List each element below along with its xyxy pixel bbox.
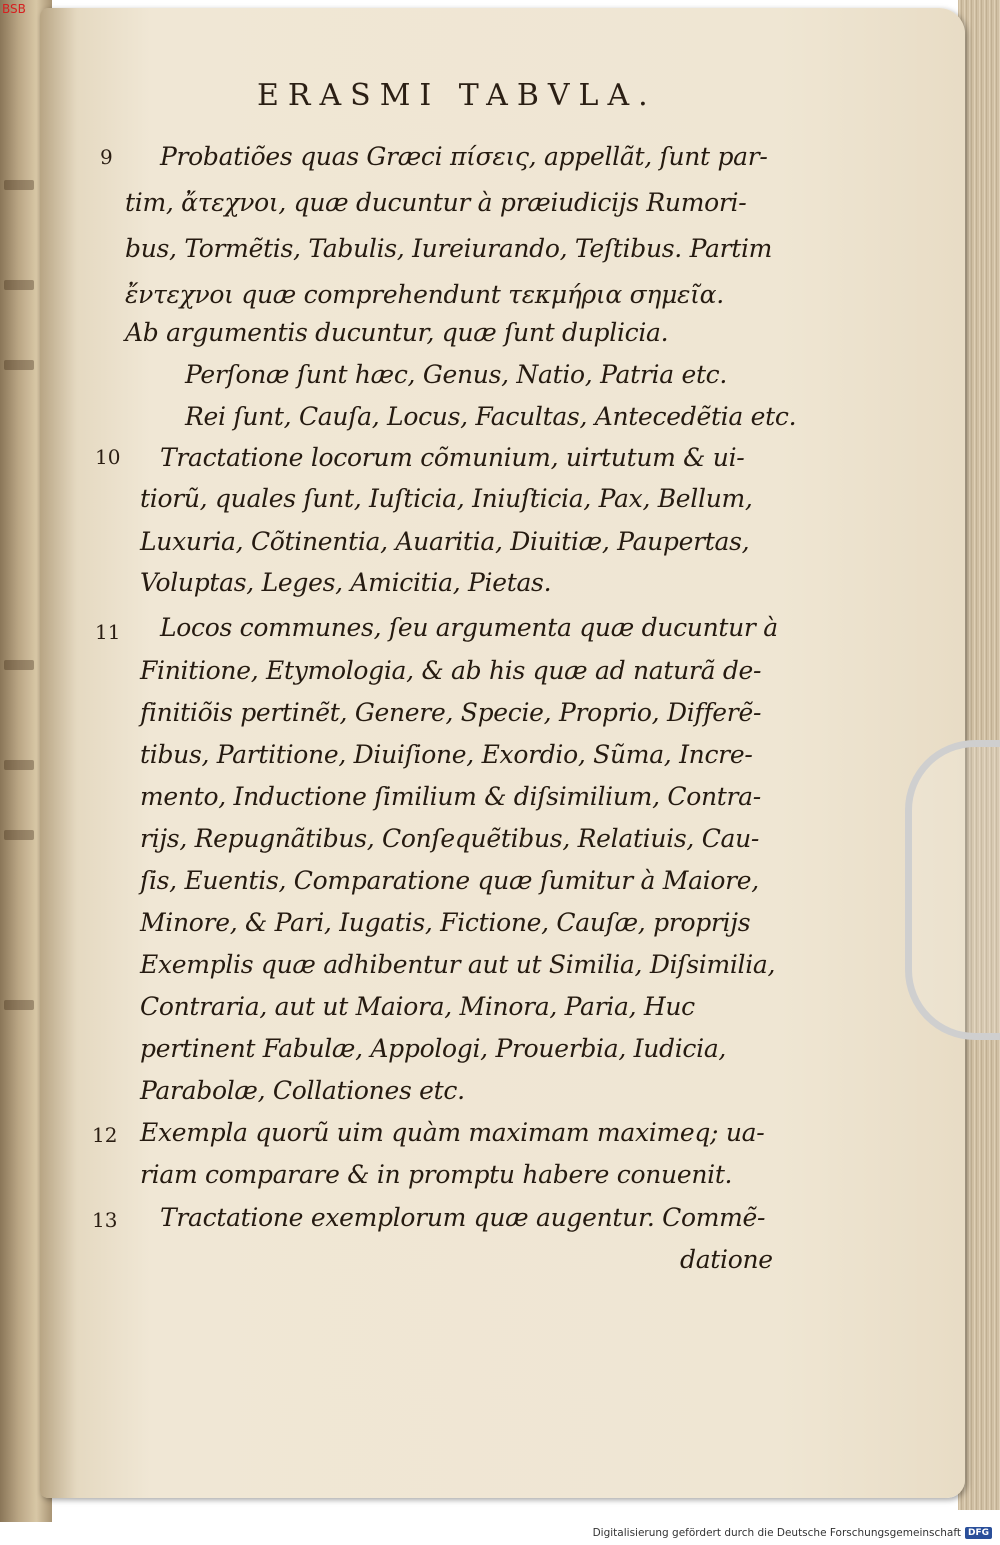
text-line: Rei ſunt, Cauſa, Locus, Facultas, Antecedẽtia etc. (185, 402, 797, 431)
text-line: Exempla quorũ uim quàm maximam maximeq; ua- (140, 1118, 765, 1147)
text-line: tim, ἄτεχνοι, quæ ducuntur à præiudicijs Rumori- (125, 188, 747, 217)
text-line: Exemplis quæ adhibentur aut ut Similia, Diſsimilia, (140, 950, 776, 979)
text-line: finitiõis pertinẽt, Genere, Specie, Proprio, Differẽ- (140, 698, 762, 727)
text-line: Ab argumentis ducuntur, quæ ſunt duplicia. (125, 318, 669, 347)
running-head: ERASMI TABVLA. (257, 78, 657, 113)
margin-number: 11 (95, 620, 121, 644)
text-line: ἔντεχνοι quæ comprehendunt τεκμήρια σημεῖα. (125, 280, 724, 309)
text-line: Finitione, Etymologia, & ab his quæ ad naturã de- (140, 656, 762, 685)
text-line: tiorũ, quales ſunt, Iuſticia, Iniuſticia, Pax, Bellum, (140, 484, 753, 513)
margin-number: 12 (92, 1123, 118, 1147)
text-line: Voluptas, Leges, Amicitia, Pietas. (140, 568, 552, 597)
book-clip (905, 740, 1000, 1040)
text-line: Tractatione exemplorum quæ augentur. Commẽ- (160, 1203, 766, 1232)
text-line: Parabolæ, Collationes etc. (140, 1076, 465, 1105)
text-line: pertinent Fabulæ, Appologi, Prouerbia, Iudicia, (140, 1034, 727, 1063)
text-line: Minore, & Pari, Iugatis, Fictione, Cauſæ, proprijs (140, 908, 751, 937)
text-line: Perſonæ ſunt hæc, Genus, Natio, Patria etc. (185, 360, 728, 389)
text-line: rijs, Repugnãtibus, Conſequẽtibus, Relatiuis, Cau- (140, 824, 760, 853)
margin-number: 9 (100, 145, 113, 169)
text-line: mento, Inductione ſimilium & diſsimilium, Contra- (140, 782, 761, 811)
text-line: ſis, Euentis, Comparatione quæ ſumitur à Maiore, (140, 866, 759, 895)
footer-credit (593, 1527, 992, 1539)
text-line: Luxuria, Cõtinentia, Auaritia, Diuitiæ, Paupertas, (140, 527, 750, 556)
margin-number: 13 (92, 1208, 118, 1232)
text-line: riam comparare & in promptu habere conuenit. (140, 1160, 733, 1189)
library-mark: BSB (2, 2, 26, 16)
text-line: Tractatione locorum cõmunium, uirtutum & ui- (160, 443, 745, 472)
text-line: Contraria, aut ut Maiora, Minora, Paria, Huc (140, 992, 695, 1021)
text-line: Probatiões quas Græci πίσεις, appellãt, ſunt par- (160, 142, 768, 171)
text-line: Locos communes, ſeu argumenta quæ ducuntur à (160, 613, 778, 642)
dfg-logo: DFG (965, 1527, 992, 1539)
funding-credit-text: Digitalisierung gefördert durch die Deutsche Forschungsgemeinschaft (592, 1527, 961, 1539)
text-line: bus, Tormẽtis, Tabulis, Iureiurando, Teſtibus. Partim (125, 234, 773, 263)
margin-number: 10 (95, 445, 121, 469)
text-line: tibus, Partitione, Diuiſione, Exordio, Sũma, Incre- (140, 740, 753, 769)
text-line: datione (680, 1245, 773, 1274)
